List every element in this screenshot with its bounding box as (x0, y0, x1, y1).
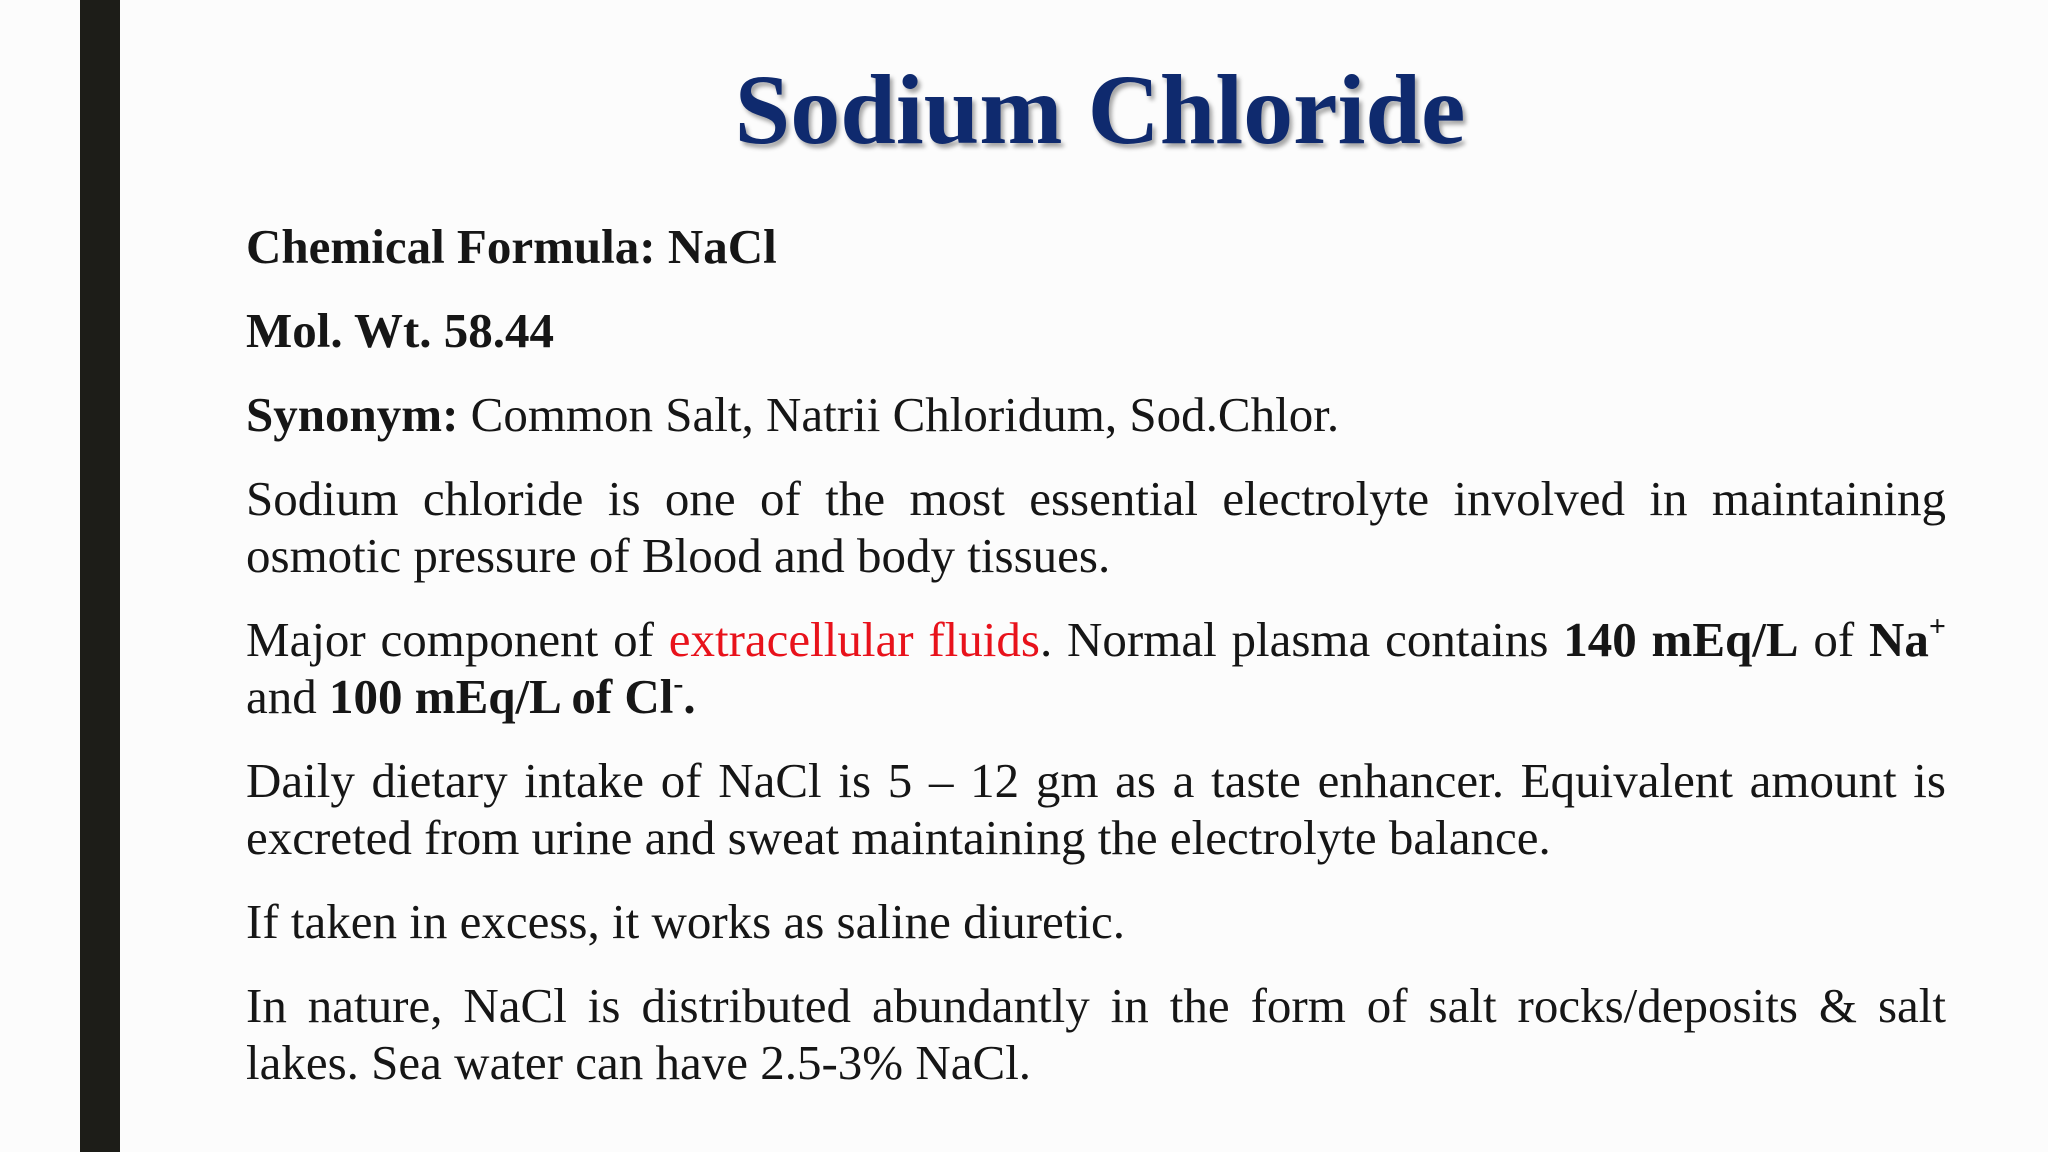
synonym-line (246, 386, 1946, 443)
sodium-value: 140 mEq/L (1563, 612, 1799, 667)
plasma-paragraph (246, 611, 1946, 725)
slide-content (246, 218, 1946, 1118)
formula-line (246, 218, 1946, 275)
mol-wt-line: Mol. Wt. 58.44 (246, 303, 555, 358)
synonym-value: Common Salt, Natrii Chloridum, Sod.Chlor. (470, 387, 1340, 442)
intake-paragraph: Daily dietary intake of NaCl is 5 – 12 gm as a taste enhancer. Equivalent amount is excreted from urine and sweat maintaining the electrolyte balance. (246, 753, 1946, 865)
plasma-prefix: Major component of (246, 612, 654, 667)
formula-value: NaCl (667, 219, 777, 274)
chloride-charge: - (673, 667, 684, 700)
formula-label: Chemical Formula: (246, 219, 656, 274)
side-bar (80, 0, 120, 1152)
synonym-label: Synonym: (246, 387, 459, 442)
slide-title: Sodium Chloride (734, 54, 1466, 165)
sodium-charge: + (1928, 610, 1947, 643)
diuretic-paragraph: If taken in excess, it works as saline diuretic. (246, 894, 1126, 949)
plasma-of: of (1813, 612, 1855, 667)
plasma-and: and (246, 669, 317, 724)
chloride-value: 100 mEq/L of Cl (329, 669, 674, 724)
nature-paragraph: In nature, NaCl is distributed abundantly in the form of salt rocks/deposits & salt lakes. Sea water can have 2.5-3% NaCl. (246, 978, 1946, 1090)
sodium-ion: Na (1869, 612, 1929, 667)
extracellular-highlight: extracellular fluids (668, 612, 1040, 667)
plasma-mid: . Normal plasma contains (1039, 612, 1549, 667)
plasma-end: . (683, 669, 696, 724)
osmotic-paragraph: Sodium chloride is one of the most essential electrolyte involved in maintaining osmotic pressure of Blood and body tissues. (246, 471, 1946, 583)
